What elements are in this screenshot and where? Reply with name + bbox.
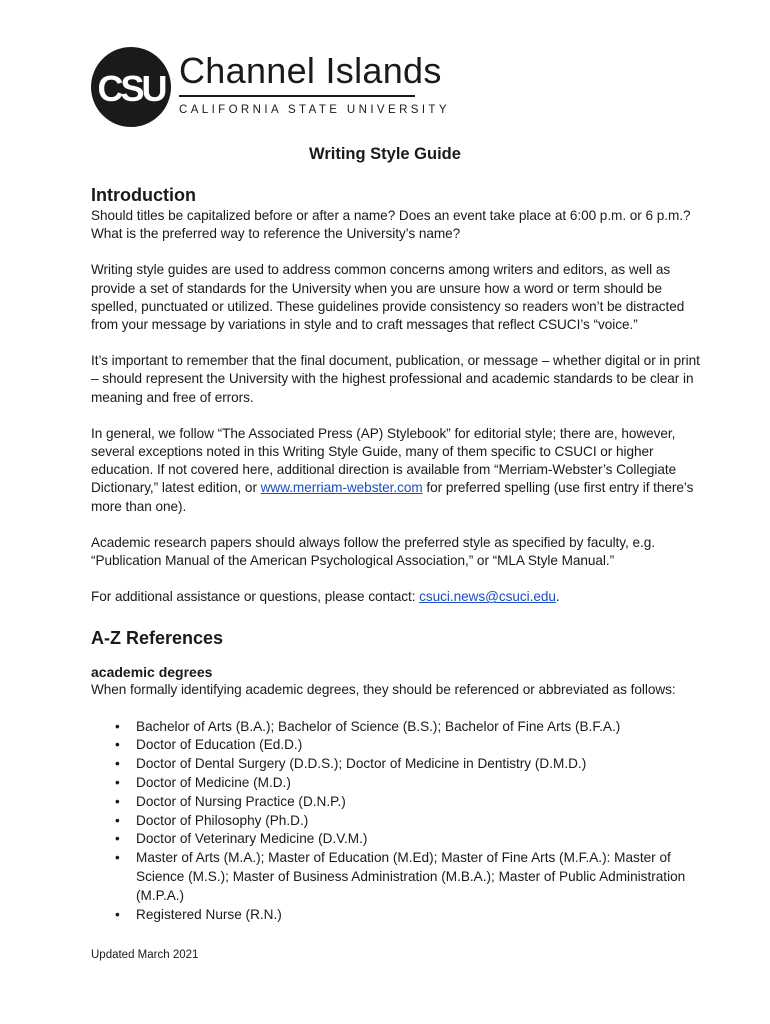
document-body bbox=[91, 184, 711, 924]
footer-updated-date: Updated March 2021 bbox=[91, 949, 199, 961]
academic-degrees-description: When formally identifying academic degrees, they should be referenced or abbreviated as follows: bbox=[91, 682, 676, 698]
degree-text: Master of Arts (M.A.); Master of Education (M.Ed); Master of Fine Arts (M.F.A.): Master of Science (M.S.); Master of Business Administration (M.B.A.); Master of Public Administration (M.P.A.) bbox=[136, 850, 686, 903]
degree-text: Registered Nurse (R.N.) bbox=[136, 906, 282, 922]
az-references-heading: A-Z References bbox=[91, 628, 224, 649]
bullet-icon: • bbox=[115, 906, 120, 922]
intro-paragraph-4 bbox=[91, 425, 711, 516]
document-title: Writing Style Guide bbox=[309, 145, 461, 163]
intro-paragraph-1: Should titles be capitalized before or after a name? Does an event take place at 6:00 p.m. or 6 p.m.? What is the preferred way to reference the University’s name? bbox=[91, 208, 691, 242]
csu-seal-icon bbox=[90, 46, 172, 128]
introduction-heading: Introduction bbox=[91, 185, 196, 205]
bullet-icon: • bbox=[115, 775, 120, 791]
bullet-icon: • bbox=[115, 793, 120, 809]
contact-email-link[interactable]: csuci.news@csuci.edu bbox=[419, 589, 556, 605]
intro-paragraph-5: Academic research papers should always follow the preferred style as specified by faculty, e.g. “Publication Manual of the American Psychological Association,” or “MLA Style Manual.” bbox=[91, 534, 655, 569]
logo-subtitle: CALIFORNIA STATE UNIVERSITY bbox=[179, 104, 450, 116]
bullet-icon: • bbox=[115, 831, 120, 847]
degree-text: Doctor of Nursing Practice (D.N.P.) bbox=[136, 793, 346, 809]
bullet-icon: • bbox=[115, 850, 120, 866]
merriam-webster-link[interactable]: www.merriam-webster.com bbox=[260, 480, 423, 496]
intro-paragraph-6 bbox=[91, 588, 711, 606]
degree-text: Bachelor of Arts (B.A.); Bachelor of Science (B.S.); Bachelor of Fine Arts (B.F.A.) bbox=[136, 718, 621, 734]
academic-degrees-term: academic degrees bbox=[91, 664, 213, 681]
degree-text: Doctor of Medicine (M.D.) bbox=[136, 775, 291, 791]
bullet-icon: • bbox=[115, 737, 120, 753]
intro-paragraph-3: It’s important to remember that the final document, publication, or message – whether digital or in print – should represent the University with the highest professional and academic standards to be clear in meaning and free of errors. bbox=[91, 353, 700, 405]
seal-letters: CSU bbox=[97, 68, 165, 109]
bullet-icon: • bbox=[115, 756, 120, 772]
list-item bbox=[91, 906, 696, 925]
bullet-icon: • bbox=[115, 812, 120, 828]
list-item bbox=[91, 812, 696, 831]
contact-text: For additional assistance or questions, please contact: bbox=[91, 589, 420, 605]
intro-paragraph-4-text-a: In general, we follow “The Associated Press (AP) Stylebook” for editorial style; there are, however, several exceptions noted in this Writing Style Guide, many of them specific to CSUCI or higher education. If not covered here, additional direction is available from “Merriam-Webster’s Collegiate Dictionary,” latest edition, or bbox=[91, 425, 677, 496]
intro-paragraph-4-text-b: for preferred spelling (use first entry if there’s more than one). bbox=[91, 480, 694, 514]
intro-paragraph-2: Writing style guides are used to address common concerns among writers and editors, as well as provide a set of standards for the University when you are unsure how a word or term should be spelled, punctuated or utilized. These guidelines provide consistency so readers won’t be distracted from your message by variations in style and to craft messages that reflect CSUCI’s “voice.” bbox=[91, 262, 685, 333]
logo-name: Channel Islands bbox=[179, 50, 442, 91]
list-item bbox=[91, 736, 696, 755]
degree-text: Doctor of Dental Surgery (D.D.S.); Doctor of Medicine in Dentistry (D.M.D.) bbox=[136, 756, 587, 772]
bullet-icon: • bbox=[115, 718, 120, 734]
contact-period: . bbox=[555, 589, 560, 605]
list-item bbox=[91, 793, 696, 812]
degree-text: Doctor of Education (Ed.D.) bbox=[136, 737, 303, 753]
list-item bbox=[91, 830, 696, 849]
list-item bbox=[91, 774, 696, 793]
degree-text: Doctor of Philosophy (Ph.D.) bbox=[136, 812, 309, 828]
csuci-logo bbox=[90, 46, 450, 128]
degree-list bbox=[91, 718, 711, 925]
list-item bbox=[91, 849, 696, 905]
degree-text: Doctor of Veterinary Medicine (D.V.M.) bbox=[136, 831, 368, 847]
list-item bbox=[91, 755, 696, 774]
logo-divider bbox=[179, 95, 415, 97]
list-item bbox=[91, 718, 696, 737]
